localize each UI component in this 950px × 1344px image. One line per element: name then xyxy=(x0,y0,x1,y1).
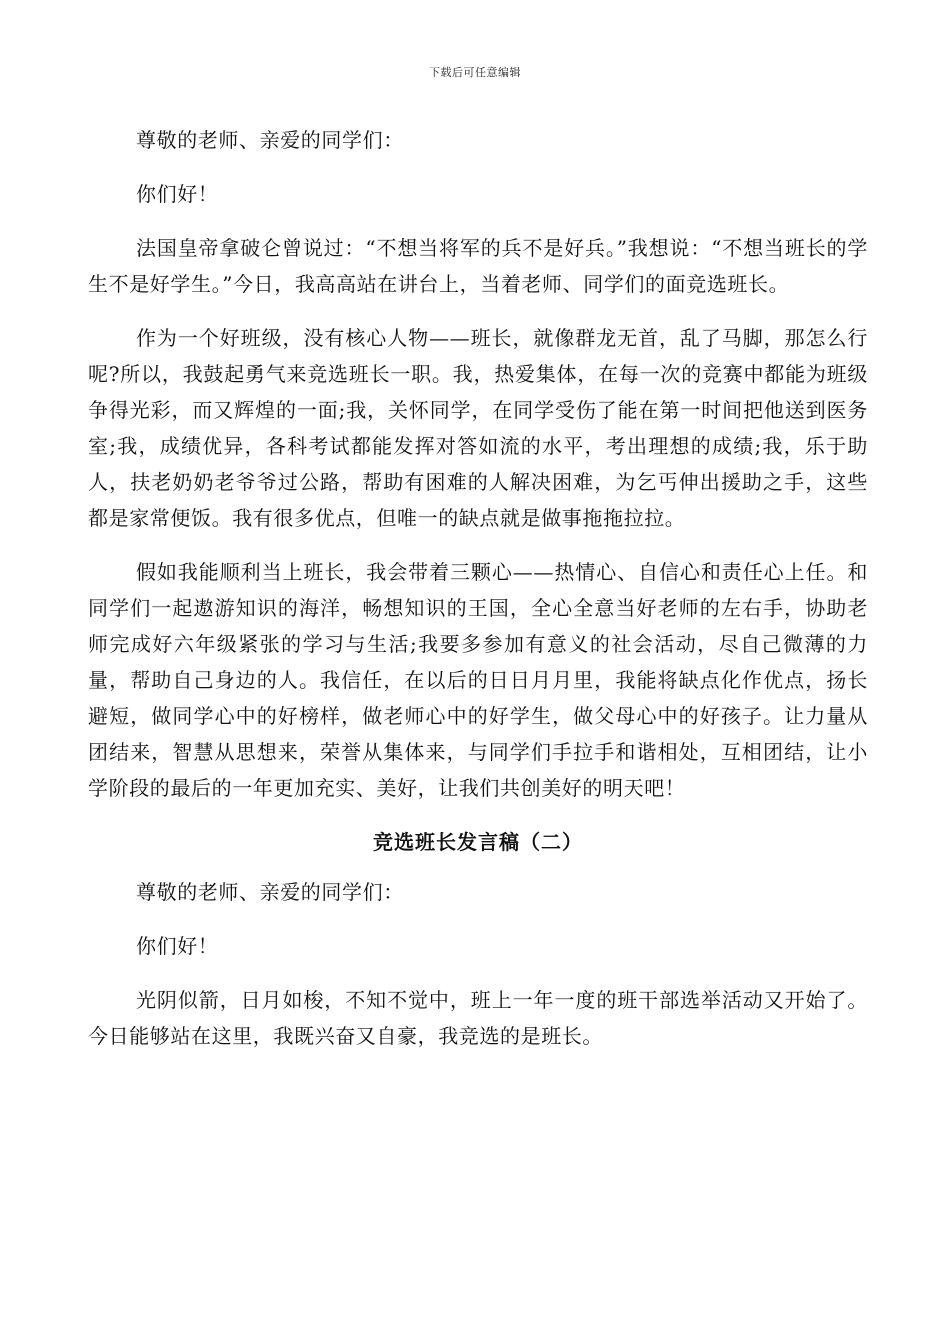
document-body xyxy=(88,122,868,1072)
body-paragraph: 法国皇帝拿破仑曾说过：“不想当将军的兵不是好兵。”我想说：“不想当班长的学生不是好学生。”今日，我高高站在讲台上，当着老师、同学们的面竞选班长。 xyxy=(88,236,868,296)
body-paragraph: 光阴似箭，日月如梭，不知不觉中，班上一年一度的班干部选举活动又开始了。今日能够站在这里，我既兴奋又自豪，我竞选的是班长。 xyxy=(88,988,868,1048)
page-header-note: 下载后可任意编辑 xyxy=(429,66,521,79)
salutation: 尊敬的老师、亲爱的同学们： xyxy=(136,880,404,904)
body-paragraph: 假如我能顺利当上班长，我会带着三颗心——热情心、自信心和责任心上任。和同学们一起遨游知识的海洋，畅想知识的王国，全心全意当好老师的左右手，协助老师完成好六年级紧张的学习与生活;我要多参加有意义的社会活动，尽自己微薄的力量，帮助自己身边的人。我信任，在以后的日日月月里，我能将缺点化作优点，扬长避短，做同学心中的好榜样，做老师心中的好学生，做父母心中的好孩子。让力量从团结来，智慧从思想来，荣誉从集体来，与同学们手拉手和谐相处，互相团结，让小学阶段的最后的一年更加充实、美好，让我们共创美好的明天吧！ xyxy=(88,560,868,800)
greeting: 你们好！ xyxy=(136,934,219,958)
body-paragraph: 作为一个好班级，没有核心人物——班长，就像群龙无首，乱了马脚，那怎么行呢?所以，我鼓起勇气来竞选班长一职。我，热爱集体，在每一次的竞赛中都能为班级争得光彩，而又辉煌的一面;我，关怀同学，在同学受伤了能在第一时间把他送到医务室;我，成绩优异，各科考试都能发挥对答如流的水平，考出理想的成绩;我，乐于助人，扶老奶奶老爷爷过公路，帮助有困难的人解决困难，为乞丐伸出援助之手，这些都是家常便饭。我有很多优点，但唯一的缺点就是做事拖拖拉拉。 xyxy=(88,326,868,530)
salutation: 尊敬的老师、亲爱的同学们： xyxy=(136,128,404,152)
greeting: 你们好！ xyxy=(136,182,219,206)
section-title: 竞选班长发言稿（二） xyxy=(373,830,583,854)
